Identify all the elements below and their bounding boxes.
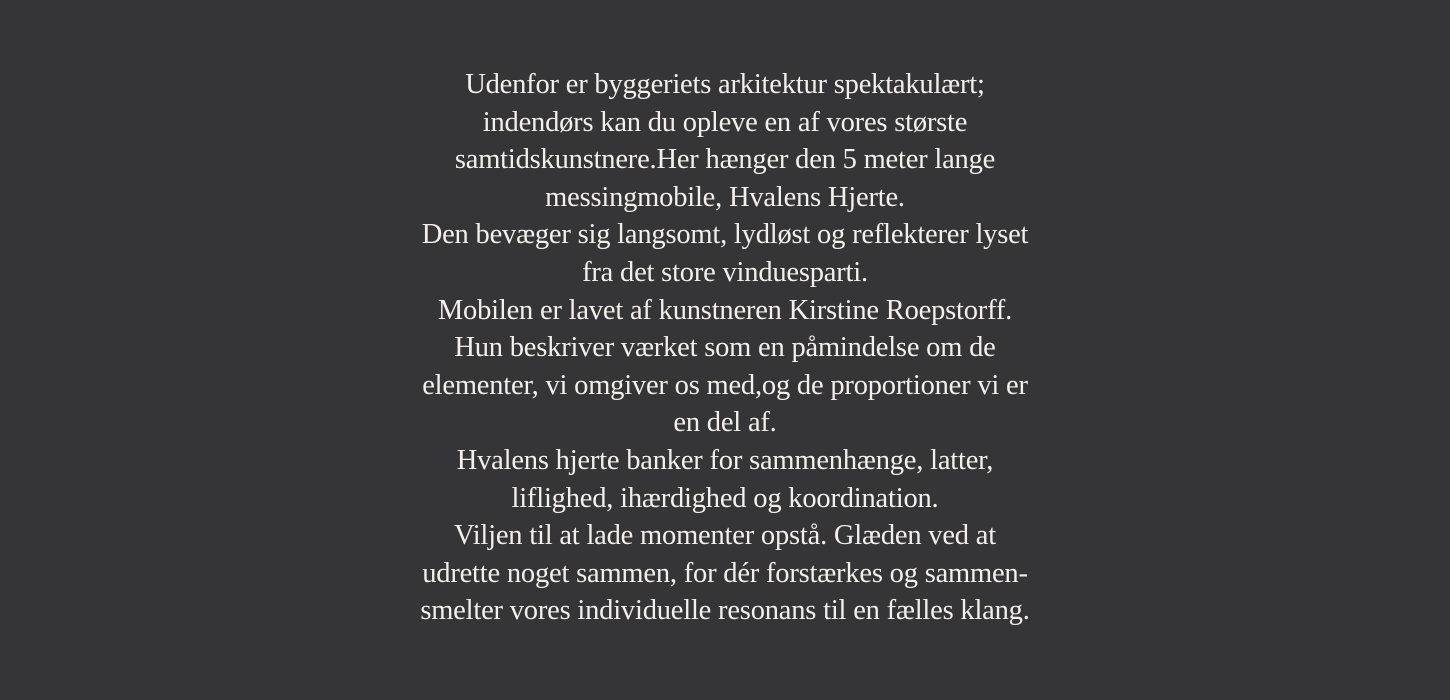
text-line: Hun beskriver værket som en påmindelse om de [454, 332, 996, 364]
text-line: Viljen til at lade momenter opstå. Glæden ved at [454, 520, 996, 552]
text-line: messingmobile, Hvalens Hjerte. [545, 181, 905, 213]
artwork-description-text [0, 66, 1450, 630]
text-line: fra det store vinduesparti. [582, 256, 868, 288]
text-line: indendørs kan du opleve en af vores største [482, 106, 968, 138]
text-line: udrette noget sammen, for dér forstærkes og sammen- [422, 557, 1028, 589]
text-line: Mobilen er lavet af kunstneren Kirstine Roepstorff. [437, 294, 1013, 326]
text-line: smelter vores individuelle resonans til en fælles klang. [420, 595, 1030, 627]
text-line: Udenfor er byggeriets arkitektur spektakulært; [465, 69, 985, 100]
text-line: elementer, vi omgiver os med,og de proportioner vi er [422, 369, 1028, 401]
text-line: Den bevæger sig langsomt, lydløst og reflekterer lyset [421, 219, 1029, 251]
text-line: en del af. [673, 407, 777, 439]
text-line: Hvalens hjerte banker for sammenhænge, latter, [456, 444, 994, 476]
text-line: samtidskunstnere.Her hænger den 5 meter lange [454, 144, 996, 176]
text-line: liflighed, ihærdighed og koordination. [511, 482, 939, 514]
